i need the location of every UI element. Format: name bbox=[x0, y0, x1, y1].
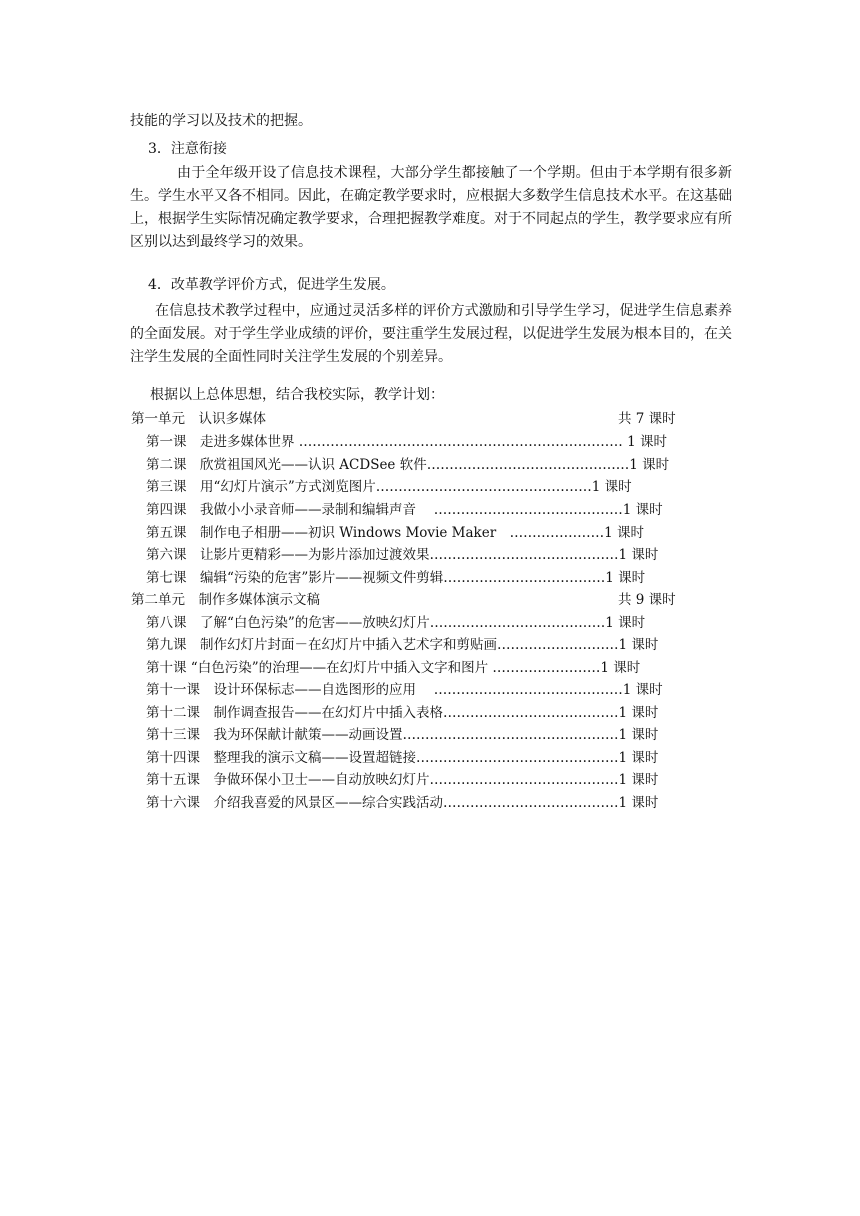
lesson-line: 第十二课 制作调查报告——在幻灯片中插入表格…………………………………1 课时 bbox=[146, 705, 659, 721]
lesson-line: 第七课 编辑“污染的危害”影片——视频文件剪辑………………………………1 课时 bbox=[146, 570, 646, 586]
lesson-line: 第十五课 争做环保小卫士——自动放映幻灯片……………………………………1 课时 bbox=[146, 772, 659, 788]
heading-3: 3．注意衔接 bbox=[148, 141, 227, 157]
lesson-line: 第十三课 我为环保献计献策——动画设置…………………………………………1 课时 bbox=[146, 727, 659, 743]
paragraph-3: 由于全年级开设了信息技术课程，大部分学生都接触了一个学期。但由于本学期有很多新生。学生水平又各不相同。因此，在确定教学要求时，应根据大多数学生信息技术水平。在这基础上，根据学生实际情况确定教学要求，合理把握教学难度。对于不同起点的学生，教学要求应有所区别以达到最终学习的效果。 bbox=[130, 165, 732, 250]
paragraph-continuation: 技能的学习以及技术的把握。 bbox=[130, 113, 312, 129]
unit-total: 共 7 课时 bbox=[618, 411, 676, 427]
unit-title: 第二单元 制作多媒体演示文稿 bbox=[131, 592, 320, 608]
lesson-line: 第十六课 介绍我喜爱的风景区——综合实践活动…………………………………1 课时 bbox=[146, 795, 659, 811]
lesson-line: 第三课 用“幻灯片演示”方式浏览图片…………………………………………1 课时 bbox=[146, 479, 632, 495]
lesson-line: 第十四课 整理我的演示文稿——设置超链接………………………………………1 课时 bbox=[146, 750, 659, 766]
heading-4: 4．改革教学评价方式，促进学生发展。 bbox=[148, 277, 395, 293]
lesson-line: 第六课 让影片更精彩——为影片添加过渡效果……………………………………1 课时 bbox=[146, 547, 659, 563]
lesson-line: 第十课 “白色污染”的治理——在幻灯片中插入文字和图片 ……………………1 课时 bbox=[146, 660, 641, 676]
lesson-line: 第二课 欣赏祖国风光——认识 ACDSee 软件………………………………………1 课时 bbox=[146, 457, 670, 473]
paragraph-4: 在信息技术教学过程中，应通过灵活多样的评价方式激励和引导学生学习，促进学生信息素养的全面发展。对于学生学业成绩的评价，要注重学生发展过程，以促进学生发展为根本目的，在关注学生发展的全面性同时关注学生发展的个别差异。 bbox=[130, 303, 732, 365]
lesson-line: 第十一课 设计环保标志——自选图形的应用 ……………………………………1 课时 bbox=[146, 682, 663, 698]
plan-intro: 根据以上总体思想，结合我校实际，教学计划： bbox=[150, 387, 444, 403]
lesson-line: 第五课 制作电子相册——初识 Windows Movie Maker …………………1 课时 bbox=[146, 525, 645, 541]
unit-total: 共 9 课时 bbox=[618, 592, 676, 608]
lesson-line: 第四课 我做小小录音师——录制和编辑声音 ……………………………………1 课时 bbox=[146, 502, 663, 518]
unit-title: 第一单元 认识多媒体 bbox=[131, 411, 266, 427]
lesson-line: 第八课 了解“白色污染”的危害——放映幻灯片…………………………………1 课时 bbox=[146, 615, 646, 631]
lesson-line: 第九课 制作幻灯片封面－在幻灯片中插入艺术字和剪贴画………………………1 课时 bbox=[146, 637, 659, 653]
lesson-line: 第一课 走进多媒体世界 ……………………………………………………………… 1 课时 bbox=[146, 434, 667, 450]
